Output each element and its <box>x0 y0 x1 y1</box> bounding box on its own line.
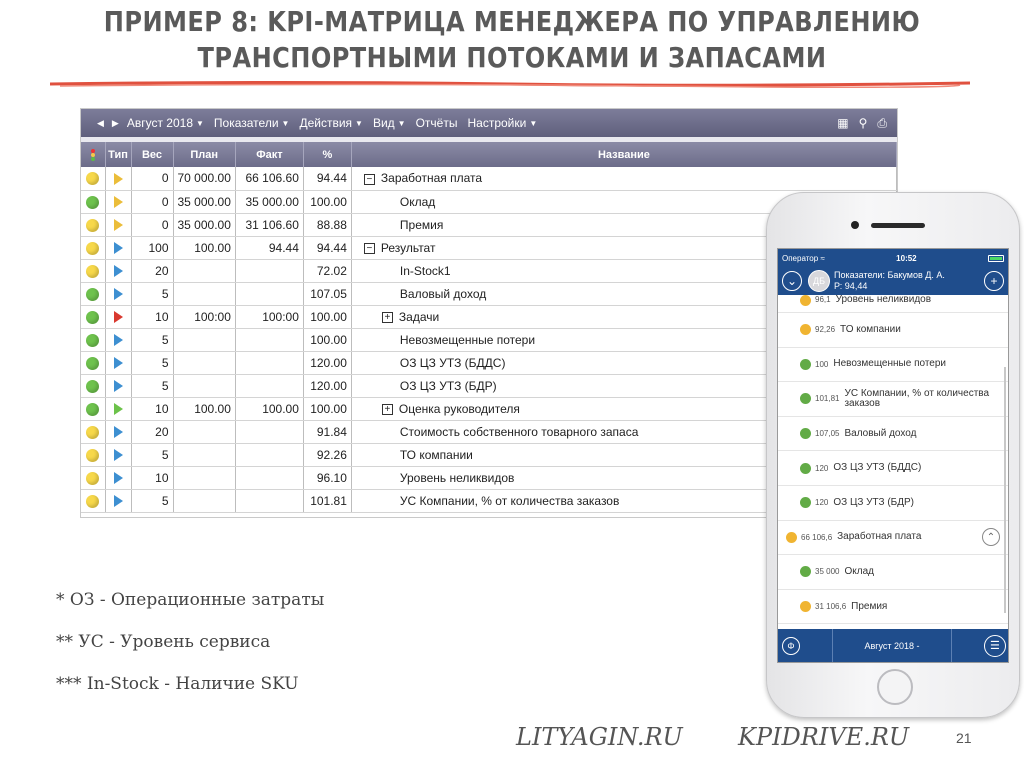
status-dot-icon <box>86 219 99 232</box>
period-select[interactable] <box>127 116 204 130</box>
indicator-name: УС Компании, % от количества заказов <box>399 493 620 508</box>
percent-cell: 94.44 <box>303 167 351 190</box>
type-flag-icon <box>114 288 123 300</box>
status-dot-icon <box>86 242 99 255</box>
weight-cell: 20 <box>131 420 173 443</box>
item-value: 35 000 <box>815 567 840 577</box>
percent-cell: 107.05 <box>303 282 351 305</box>
name-cell <box>351 167 896 190</box>
item-value: 120 <box>815 498 829 508</box>
status-dot-icon <box>800 497 811 508</box>
indicator-name: Результат <box>380 240 436 255</box>
status-cell <box>81 351 105 374</box>
type-cell <box>105 236 131 259</box>
weight-cell: 5 <box>131 282 173 305</box>
col-weight[interactable]: Вес <box>131 142 173 167</box>
col-name[interactable]: Название <box>351 142 896 167</box>
percent-cell: 72.02 <box>303 259 351 282</box>
footer-divider <box>951 629 952 662</box>
status-dot-icon <box>800 601 811 612</box>
percent-cell: 100.00 <box>303 190 351 213</box>
slide-title <box>72 4 953 76</box>
status-dot-icon <box>86 472 99 485</box>
percent-cell: 120.00 <box>303 351 351 374</box>
hamburger-icon: ☰ <box>990 640 1000 652</box>
item-label: Валовый доход <box>844 427 917 439</box>
red-underline <box>50 80 970 88</box>
status-cell <box>81 213 105 236</box>
list-item[interactable] <box>778 348 1009 383</box>
plan-cell <box>173 420 235 443</box>
percent-cell: 100.00 <box>303 397 351 420</box>
collapse-group-button[interactable]: ⌃ <box>982 528 1000 546</box>
collapse-icon[interactable]: − <box>364 243 375 254</box>
percent-cell: 101.81 <box>303 489 351 512</box>
fact-cell <box>235 374 303 397</box>
item-label: Уровень неликвидов <box>835 295 932 305</box>
chevron-down-icon: ▼ <box>196 118 204 128</box>
item-value: 92,26 <box>815 325 836 335</box>
filter-button[interactable] <box>782 637 800 655</box>
status-dot-icon <box>800 463 811 474</box>
item-label: Премия <box>851 600 888 612</box>
status-cell <box>81 397 105 420</box>
add-button[interactable] <box>984 271 1004 291</box>
type-flag-icon <box>114 357 123 369</box>
collapse-button[interactable] <box>782 271 802 291</box>
type-flag-icon <box>114 196 123 208</box>
menu-settings[interactable] <box>467 116 537 130</box>
weight-cell: 5 <box>131 489 173 512</box>
status-cell <box>81 420 105 443</box>
type-cell <box>105 190 131 213</box>
type-cell <box>105 328 131 351</box>
menu-reports[interactable] <box>416 116 458 130</box>
weight-cell: 5 <box>131 328 173 351</box>
percent-cell: 92.26 <box>303 443 351 466</box>
item-label: Оклад <box>844 565 874 577</box>
fact-cell <box>235 420 303 443</box>
indicator-name: Уровень неликвидов <box>399 470 515 485</box>
status-dot-icon <box>86 265 99 278</box>
list-item[interactable] <box>778 451 1009 486</box>
scrollbar[interactable] <box>1004 367 1006 613</box>
type-flag-icon <box>114 449 123 461</box>
type-cell <box>105 259 131 282</box>
status-cell <box>81 489 105 512</box>
search-icon[interactable]: ⚲ <box>858 115 868 130</box>
list-item[interactable] <box>778 555 1009 590</box>
menu-indicators[interactable] <box>214 116 290 130</box>
item-value: 66 106,6 <box>801 532 833 542</box>
menu-button[interactable] <box>984 635 1006 657</box>
traffic-light-icon <box>90 149 96 161</box>
indicator-name: ТО компании <box>399 447 473 462</box>
chevron-down-icon: ▼ <box>529 118 538 128</box>
site-link-kpidrive[interactable]: KPIDRIVE.RU <box>738 723 910 751</box>
status-cell <box>81 305 105 328</box>
menu-label: Отчёты <box>415 116 458 130</box>
item-value: 31 106,6 <box>815 602 847 612</box>
item-value: 107,05 <box>815 429 840 439</box>
header-title: Показатели: Бакумов Д. А. <box>834 270 945 280</box>
percent-cell: 94.44 <box>303 236 351 259</box>
weight-cell: 10 <box>131 397 173 420</box>
collapse-icon[interactable]: − <box>364 174 375 185</box>
indicator-name: Премия <box>399 217 444 232</box>
menu-view[interactable] <box>373 116 406 130</box>
weight-cell: 100 <box>131 236 173 259</box>
item-value: 101,81 <box>815 394 840 404</box>
fact-cell: 94.44 <box>235 236 303 259</box>
fact-cell <box>235 328 303 351</box>
period-label: Август 2018 <box>126 116 193 130</box>
plan-cell <box>173 351 235 374</box>
status-dot-icon <box>86 196 99 209</box>
fact-cell <box>235 351 303 374</box>
footer-period-select[interactable]: Август 2018 - <box>864 640 920 651</box>
status-dot-icon <box>86 288 99 301</box>
phone-screen <box>777 248 1009 663</box>
type-cell <box>105 305 131 328</box>
indicator-list <box>778 295 1009 631</box>
table-row[interactable] <box>81 167 897 190</box>
type-flag-icon <box>114 495 123 507</box>
plan-cell <box>173 466 235 489</box>
status-cell <box>81 167 105 190</box>
plan-cell <box>173 259 235 282</box>
next-period-icon[interactable]: ▶ <box>111 117 119 128</box>
speaker <box>871 223 925 228</box>
chevron-down-icon: ⌄ <box>786 274 798 288</box>
type-flag-icon <box>114 426 123 438</box>
col-plan[interactable]: План <box>173 142 235 167</box>
type-cell <box>105 167 131 190</box>
status-dot-icon <box>800 295 811 306</box>
status-dot-icon <box>800 428 811 439</box>
list-item[interactable] <box>778 590 1009 625</box>
status-cell <box>81 466 105 489</box>
footnote-opex: * ОЗ - Операционные затраты <box>56 590 325 610</box>
type-cell <box>105 351 131 374</box>
carrier: Оператор <box>782 253 819 263</box>
status-dot-icon <box>800 324 811 335</box>
battery-icon <box>988 255 1004 262</box>
type-flag-icon <box>114 311 123 323</box>
percent-cell: 96.10 <box>303 466 351 489</box>
indicator-name: Валовый доход <box>399 286 487 301</box>
percent-cell: 100.00 <box>303 328 351 351</box>
status-cell <box>81 236 105 259</box>
type-cell <box>105 213 131 236</box>
home-button[interactable] <box>877 669 913 705</box>
percent-cell: 120.00 <box>303 374 351 397</box>
page-number: 21 <box>956 730 972 746</box>
type-flag-icon <box>114 472 123 484</box>
percent-cell: 88.88 <box>303 213 351 236</box>
indicator-name: Заработная плата <box>380 171 483 186</box>
chevron-down-icon: ▼ <box>281 118 290 128</box>
col-fact[interactable]: Факт <box>235 142 303 167</box>
toolbar <box>81 109 897 137</box>
status-dot-icon <box>86 311 99 324</box>
status-dot-icon <box>786 532 797 543</box>
menu-label: Показатели <box>213 116 279 130</box>
plan-cell <box>173 328 235 351</box>
status-dot-icon <box>86 403 99 416</box>
list-item[interactable] <box>778 295 1009 313</box>
fact-cell <box>235 282 303 305</box>
grid-icon[interactable]: ▦ <box>837 115 849 130</box>
item-label: ОЗ ЦЗ УТЗ (БДДС) <box>833 462 922 474</box>
plan-cell <box>173 374 235 397</box>
menu-label: Настройки <box>467 116 527 130</box>
percent-cell: 100.00 <box>303 305 351 328</box>
fact-cell <box>235 443 303 466</box>
type-cell <box>105 397 131 420</box>
item-label: ОЗ ЦЗ УТЗ (БДР) <box>833 496 915 508</box>
item-value: 100 <box>815 359 829 369</box>
list-item[interactable] <box>778 521 1009 556</box>
fact-cell: 100.00 <box>235 397 303 420</box>
phone-mockup <box>766 192 1020 718</box>
type-cell <box>105 466 131 489</box>
weight-cell: 10 <box>131 305 173 328</box>
expand-icon[interactable]: + <box>382 312 393 323</box>
weight-cell: 0 <box>131 167 173 190</box>
indicator-name: Задачи <box>398 309 440 324</box>
status-bar <box>778 249 1008 267</box>
phi-icon: Φ <box>787 640 795 651</box>
type-flag-icon <box>114 403 123 415</box>
plan-cell: 100:00 <box>173 305 235 328</box>
site-link-lityagin[interactable]: LITYAGIN.RU <box>516 723 683 751</box>
weight-cell: 5 <box>131 351 173 374</box>
menu-label: Действия <box>299 116 353 130</box>
camera <box>851 221 859 229</box>
slide-title-line1: ПРИМЕР 8: KPI-МАТРИЦА МЕНЕДЖЕРА ПО УПРАВЛЕНИЮ <box>103 5 921 38</box>
menu-actions[interactable] <box>299 116 363 130</box>
item-label: ТО компании <box>840 323 901 335</box>
table-header-row <box>81 142 897 167</box>
avatar[interactable]: ДБ <box>808 270 830 292</box>
item-label: УС Компании, % от количества заказов <box>844 387 990 409</box>
plan-cell <box>173 443 235 466</box>
weight-cell: 10 <box>131 466 173 489</box>
list-item[interactable] <box>778 486 1009 521</box>
expand-icon[interactable]: + <box>382 404 393 415</box>
item-value: 120 <box>815 463 829 473</box>
plan-cell: 35 000.00 <box>173 190 235 213</box>
status-cell <box>81 328 105 351</box>
status-dot-icon <box>800 566 811 577</box>
plan-cell <box>173 282 235 305</box>
plan-cell: 70 000.00 <box>173 167 235 190</box>
plan-cell: 100.00 <box>173 397 235 420</box>
fact-cell: 35 000.00 <box>235 190 303 213</box>
type-cell <box>105 374 131 397</box>
indicator-name: Невозмещенные потери <box>399 332 536 347</box>
wifi-icon: ≈ <box>820 253 825 263</box>
weight-cell: 0 <box>131 190 173 213</box>
list-item[interactable] <box>778 417 1009 452</box>
status-dot-icon <box>86 334 99 347</box>
prev-period-icon[interactable]: ◀ <box>97 117 104 128</box>
print-icon[interactable]: ⎙ <box>877 115 887 130</box>
status-cell <box>81 282 105 305</box>
type-flag-icon <box>114 334 123 346</box>
fact-cell: 66 106.60 <box>235 167 303 190</box>
type-flag-icon <box>114 380 123 392</box>
type-cell <box>105 443 131 466</box>
menu-label: Вид <box>372 116 395 130</box>
slide-title-line2: ТРАНСПОРТНЫМИ ПОТОКАМИ И ЗАПАСАМИ <box>197 41 827 74</box>
footer-divider <box>832 629 833 662</box>
status-dot-icon <box>86 172 99 185</box>
status-cell <box>81 443 105 466</box>
status-dot-icon <box>86 380 99 393</box>
plan-cell <box>173 489 235 512</box>
list-item[interactable] <box>778 313 1009 348</box>
type-flag-icon <box>114 173 123 185</box>
status-cell <box>81 374 105 397</box>
item-label: Невозмещенные потери <box>833 358 946 370</box>
weight-cell: 5 <box>131 443 173 466</box>
clock: 10:52 <box>896 253 917 263</box>
col-percent[interactable]: % <box>303 142 351 167</box>
status-dot-icon <box>86 449 99 462</box>
type-flag-icon <box>114 265 123 277</box>
header-text <box>834 270 984 292</box>
weight-cell: 0 <box>131 213 173 236</box>
status-dot-icon <box>86 426 99 439</box>
status-dot-icon <box>86 495 99 508</box>
fact-cell: 31 106.60 <box>235 213 303 236</box>
weight-cell: 20 <box>131 259 173 282</box>
indicator-name: Стоимость собственного товарного запаса <box>399 424 639 439</box>
col-status[interactable] <box>81 142 105 167</box>
status-cell <box>81 259 105 282</box>
status-dot-icon <box>800 359 811 370</box>
fact-cell <box>235 489 303 512</box>
status-dot-icon <box>800 393 811 404</box>
col-type[interactable]: Тип <box>105 142 131 167</box>
status-dot-icon <box>86 357 99 370</box>
type-cell <box>105 420 131 443</box>
mobile-footer <box>778 629 1009 662</box>
type-flag-icon <box>114 219 123 231</box>
indicator-name: ОЗ ЦЗ УТЗ (БДДС) <box>399 355 506 370</box>
footnote-service-level: ** УС - Уровень сервиса <box>56 632 271 652</box>
plan-cell: 100.00 <box>173 236 235 259</box>
indicator-name: In-Stock1 <box>399 263 451 278</box>
indicator-name: Оклад <box>399 194 436 209</box>
fact-cell <box>235 259 303 282</box>
chevron-down-icon: ▼ <box>355 118 363 128</box>
footnote-in-stock: *** In-Stock - Наличие SKU <box>56 674 299 694</box>
indicator-name: Оценка руководителя <box>398 401 520 416</box>
mobile-header <box>778 267 1008 295</box>
plus-icon: + <box>990 274 998 288</box>
status-cell <box>81 190 105 213</box>
item-value: 96,1 <box>815 295 831 304</box>
header-result: Р: 94,44 <box>834 281 868 291</box>
type-flag-icon <box>114 242 123 254</box>
type-cell <box>105 489 131 512</box>
chevron-down-icon: ▼ <box>397 118 406 128</box>
indicator-name: ОЗ ЦЗ УТЗ (БДР) <box>399 378 497 393</box>
type-cell <box>105 282 131 305</box>
fact-cell: 100:00 <box>235 305 303 328</box>
list-item[interactable] <box>778 382 1009 417</box>
percent-cell: 91.84 <box>303 420 351 443</box>
weight-cell: 5 <box>131 374 173 397</box>
fact-cell <box>235 466 303 489</box>
item-label: Заработная плата <box>837 531 922 543</box>
plan-cell: 35 000.00 <box>173 213 235 236</box>
